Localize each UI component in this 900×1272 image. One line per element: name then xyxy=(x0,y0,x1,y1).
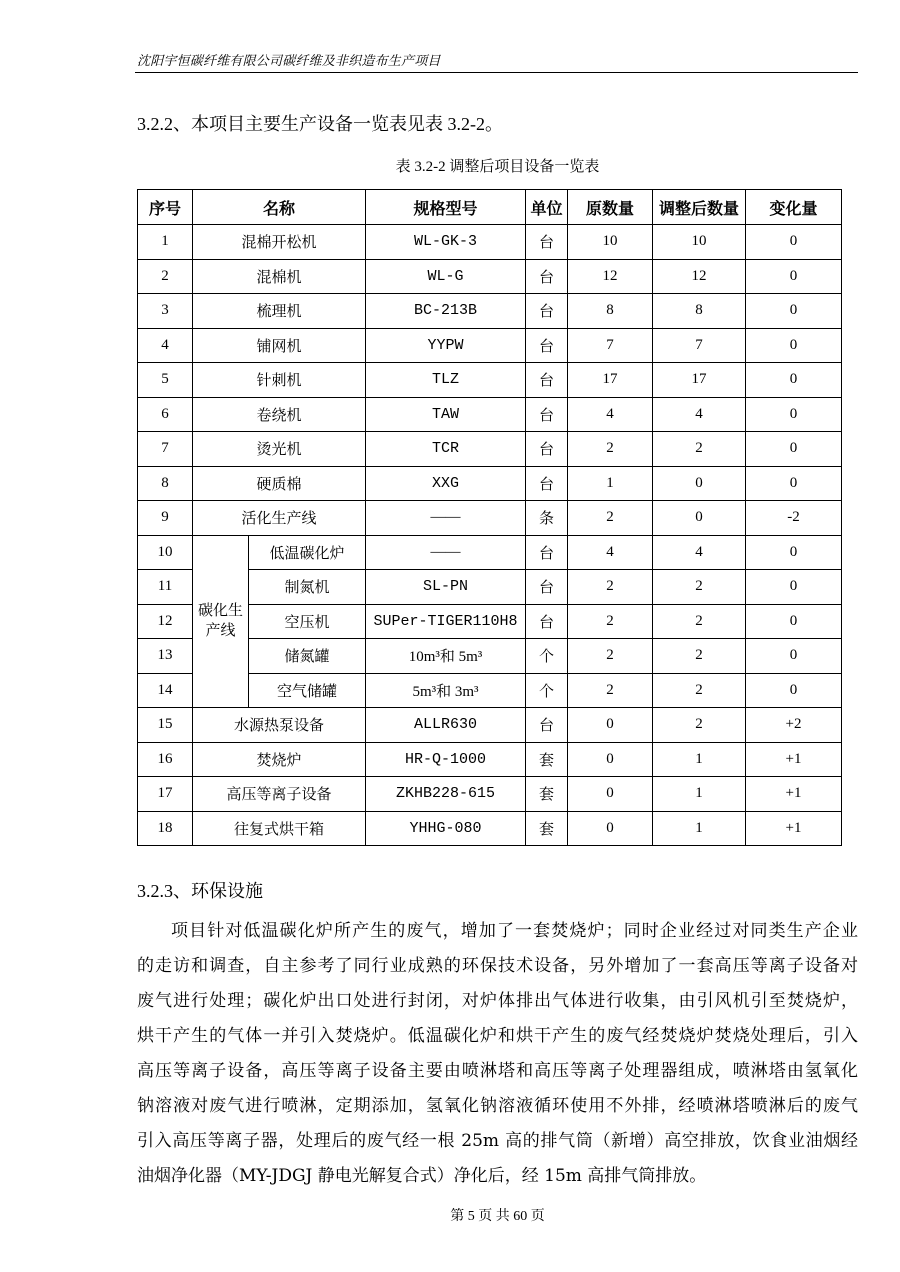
cell-unit: 台 xyxy=(526,570,568,605)
paragraph-line: 项目针对低温碳化炉所产生的废气，增加了一套焚烧炉；同时企业经过对同类生产企业 xyxy=(171,921,858,941)
cell-unit: 台 xyxy=(526,604,568,639)
page-number-footer: 第 5 页 共 60 页 xyxy=(450,1209,545,1224)
col-header-no: 序号 xyxy=(138,190,193,225)
cell-change: 0 xyxy=(746,673,842,708)
cell-unit: 台 xyxy=(526,466,568,501)
cell-adjusted-qty: 7 xyxy=(653,328,746,363)
cell-model: —— xyxy=(366,501,526,536)
cell-unit: 台 xyxy=(526,397,568,432)
cell-unit: 台 xyxy=(526,328,568,363)
cell-unit: 台 xyxy=(526,259,568,294)
cell-no: 2 xyxy=(138,259,193,294)
cell-change: 0 xyxy=(746,570,842,605)
cell-adjusted-qty: 2 xyxy=(653,673,746,708)
cell-name: 制氮机 xyxy=(249,570,366,605)
cell-original-qty: 2 xyxy=(568,570,653,605)
cell-no: 6 xyxy=(138,397,193,432)
cell-change: +1 xyxy=(746,811,842,846)
cell-no: 3 xyxy=(138,294,193,329)
cell-unit: 台 xyxy=(526,294,568,329)
table-row xyxy=(138,294,842,329)
cell-original-qty: 8 xyxy=(568,294,653,329)
cell-name: 低温碳化炉 xyxy=(249,535,366,570)
cell-name: 活化生产线 xyxy=(193,501,366,536)
cell-name: 铺网机 xyxy=(193,328,366,363)
paragraph-line: 的走访和调查，自主参考了同行业成熟的环保技术设备，另外增加了一套高压等离子设备对 xyxy=(137,956,858,976)
cell-unit: 套 xyxy=(526,777,568,812)
cell-change: -2 xyxy=(746,501,842,536)
paragraph-line: 废气进行处理；碳化炉出口处进行封闭，对炉体排出气体进行收集，由引风机引至焚烧炉， xyxy=(137,991,858,1011)
table-row xyxy=(138,225,842,260)
cell-original-qty: 12 xyxy=(568,259,653,294)
table-row xyxy=(138,363,842,398)
cell-unit: 套 xyxy=(526,742,568,777)
col-header-change: 变化量 xyxy=(746,190,842,225)
cell-change: 0 xyxy=(746,363,842,398)
cell-model: 10m³和 5m³ xyxy=(366,639,526,674)
cell-no: 7 xyxy=(138,432,193,467)
running-header-title: 沈阳宇恒碳纤维有限公司碳纤维及非织造布生产项目 xyxy=(137,54,441,69)
cell-change: +1 xyxy=(746,742,842,777)
cell-model: TLZ xyxy=(366,363,526,398)
cell-no: 16 xyxy=(138,742,193,777)
cell-model: XXG xyxy=(366,466,526,501)
cell-original-qty: 2 xyxy=(568,432,653,467)
cell-adjusted-qty: 17 xyxy=(653,363,746,398)
cell-no: 4 xyxy=(138,328,193,363)
section-heading-3-2-3: 3.2.3、环保设施 xyxy=(137,881,263,901)
cell-adjusted-qty: 0 xyxy=(653,466,746,501)
cell-unit: 台 xyxy=(526,432,568,467)
cell-original-qty: 4 xyxy=(568,535,653,570)
cell-model: TAW xyxy=(366,397,526,432)
paragraph-line: 引入高压等离子器，处理后的废气经一根 25m 高的排气筒（新增）高空排放，饮食业油烟经 xyxy=(137,1131,858,1151)
cell-original-qty: 1 xyxy=(568,466,653,501)
cell-no: 17 xyxy=(138,777,193,812)
cell-original-qty: 10 xyxy=(568,225,653,260)
cell-model: YHHG-080 xyxy=(366,811,526,846)
cell-no: 14 xyxy=(138,673,193,708)
col-header-unit: 单位 xyxy=(526,190,568,225)
equipment-table xyxy=(137,189,842,846)
cell-model: ZKHB228-615 xyxy=(366,777,526,812)
cell-name: 储氮罐 xyxy=(249,639,366,674)
paragraph-line: 油烟净化器（MY-JDGJ 静电光解复合式）净化后，经 15m 高排气筒排放。 xyxy=(137,1166,707,1186)
cell-name: 水源热泵设备 xyxy=(193,708,366,743)
cell-adjusted-qty: 10 xyxy=(653,225,746,260)
cell-adjusted-qty: 2 xyxy=(653,708,746,743)
cell-model: —— xyxy=(366,535,526,570)
cell-original-qty: 17 xyxy=(568,363,653,398)
table-row xyxy=(138,328,842,363)
cell-original-qty: 0 xyxy=(568,708,653,743)
cell-no: 9 xyxy=(138,501,193,536)
cell-adjusted-qty: 1 xyxy=(653,811,746,846)
table-row xyxy=(138,708,842,743)
cell-original-qty: 2 xyxy=(568,639,653,674)
cell-no: 18 xyxy=(138,811,193,846)
cell-original-qty: 0 xyxy=(568,777,653,812)
cell-unit: 条 xyxy=(526,501,568,536)
cell-change: 0 xyxy=(746,535,842,570)
cell-unit: 台 xyxy=(526,535,568,570)
table-row xyxy=(138,742,842,777)
cell-unit: 台 xyxy=(526,363,568,398)
cell-unit: 台 xyxy=(526,225,568,260)
cell-model: SL-PN xyxy=(366,570,526,605)
col-header-model: 规格型号 xyxy=(366,190,526,225)
cell-change: +2 xyxy=(746,708,842,743)
cell-name: 混棉开松机 xyxy=(193,225,366,260)
table-header-row xyxy=(138,190,842,225)
cell-change: 0 xyxy=(746,466,842,501)
paragraph-line: 钠溶液对废气进行喷淋，定期添加，氢氧化钠溶液循环使用不外排，经喷淋塔喷淋后的废气 xyxy=(137,1096,858,1116)
cell-name: 高压等离子设备 xyxy=(193,777,366,812)
cell-no: 12 xyxy=(138,604,193,639)
cell-original-qty: 2 xyxy=(568,604,653,639)
cell-unit: 个 xyxy=(526,639,568,674)
cell-name: 混棉机 xyxy=(193,259,366,294)
cell-adjusted-qty: 2 xyxy=(653,604,746,639)
cell-adjusted-qty: 4 xyxy=(653,397,746,432)
cell-adjusted-qty: 4 xyxy=(653,535,746,570)
cell-name: 空压机 xyxy=(249,604,366,639)
cell-no: 10 xyxy=(138,535,193,570)
cell-model: BC-213B xyxy=(366,294,526,329)
cell-model: TCR xyxy=(366,432,526,467)
cell-model: 5m³和 3m³ xyxy=(366,673,526,708)
cell-no: 15 xyxy=(138,708,193,743)
cell-adjusted-qty: 12 xyxy=(653,259,746,294)
paragraph-line: 高压等离子设备，高压等离子设备主要由喷淋塔和高压等离子处理器组成，喷淋塔由氢氧化 xyxy=(137,1061,858,1081)
header-rule xyxy=(135,72,858,73)
table-row xyxy=(138,397,842,432)
cell-adjusted-qty: 2 xyxy=(653,639,746,674)
cell-name: 焚烧炉 xyxy=(193,742,366,777)
cell-change: 0 xyxy=(746,604,842,639)
cell-unit: 个 xyxy=(526,673,568,708)
cell-change: 0 xyxy=(746,328,842,363)
table-caption: 表 3.2-2 调整后项目设备一览表 xyxy=(395,159,600,175)
section-heading-3-2-2: 3.2.2、本项目主要生产设备一览表见表 3.2-2。 xyxy=(137,114,503,134)
table-row xyxy=(138,811,842,846)
cell-model: YYPW xyxy=(366,328,526,363)
cell-no: 1 xyxy=(138,225,193,260)
cell-name: 烫光机 xyxy=(193,432,366,467)
cell-adjusted-qty: 1 xyxy=(653,742,746,777)
cell-original-qty: 0 xyxy=(568,811,653,846)
col-header-adjusted-qty: 调整后数量 xyxy=(653,190,746,225)
cell-original-qty: 2 xyxy=(568,501,653,536)
cell-name: 卷绕机 xyxy=(193,397,366,432)
cell-no: 13 xyxy=(138,639,193,674)
cell-no: 8 xyxy=(138,466,193,501)
cell-name: 空气储罐 xyxy=(249,673,366,708)
cell-change: 0 xyxy=(746,225,842,260)
paragraph-line: 烘干产生的气体一并引入焚烧炉。低温碳化炉和烘干产生的废气经焚烧炉焚烧处理后，引入 xyxy=(137,1026,858,1046)
cell-name: 硬质棉 xyxy=(193,466,366,501)
cell-model: ALLR630 xyxy=(366,708,526,743)
cell-original-qty: 4 xyxy=(568,397,653,432)
environmental-facilities-paragraph xyxy=(137,914,858,1194)
cell-adjusted-qty: 2 xyxy=(653,432,746,467)
cell-adjusted-qty: 0 xyxy=(653,501,746,536)
cell-no: 5 xyxy=(138,363,193,398)
cell-model: WL-G xyxy=(366,259,526,294)
cell-model: WL-GK-3 xyxy=(366,225,526,260)
table-row xyxy=(138,432,842,467)
cell-change: 0 xyxy=(746,639,842,674)
cell-name: 针刺机 xyxy=(193,363,366,398)
cell-adjusted-qty: 1 xyxy=(653,777,746,812)
table-row xyxy=(138,535,842,570)
cell-change: 0 xyxy=(746,397,842,432)
cell-model: HR-Q-1000 xyxy=(366,742,526,777)
cell-change: 0 xyxy=(746,432,842,467)
cell-no: 11 xyxy=(138,570,193,605)
cell-change: 0 xyxy=(746,294,842,329)
cell-adjusted-qty: 8 xyxy=(653,294,746,329)
col-header-original-qty: 原数量 xyxy=(568,190,653,225)
table-row xyxy=(138,259,842,294)
cell-adjusted-qty: 2 xyxy=(653,570,746,605)
table-row xyxy=(138,466,842,501)
cell-unit: 台 xyxy=(526,708,568,743)
cell-unit: 套 xyxy=(526,811,568,846)
col-header-name: 名称 xyxy=(193,190,366,225)
cell-model: SUPer-TIGER110H8 xyxy=(366,604,526,639)
cell-name: 梳理机 xyxy=(193,294,366,329)
cell-change: 0 xyxy=(746,259,842,294)
table-row xyxy=(138,501,842,536)
cell-original-qty: 2 xyxy=(568,673,653,708)
group-label-carbonization-line: 碳化生产线 xyxy=(193,535,249,708)
table-row xyxy=(138,777,842,812)
cell-name: 往复式烘干箱 xyxy=(193,811,366,846)
cell-original-qty: 0 xyxy=(568,742,653,777)
cell-change: +1 xyxy=(746,777,842,812)
cell-original-qty: 7 xyxy=(568,328,653,363)
